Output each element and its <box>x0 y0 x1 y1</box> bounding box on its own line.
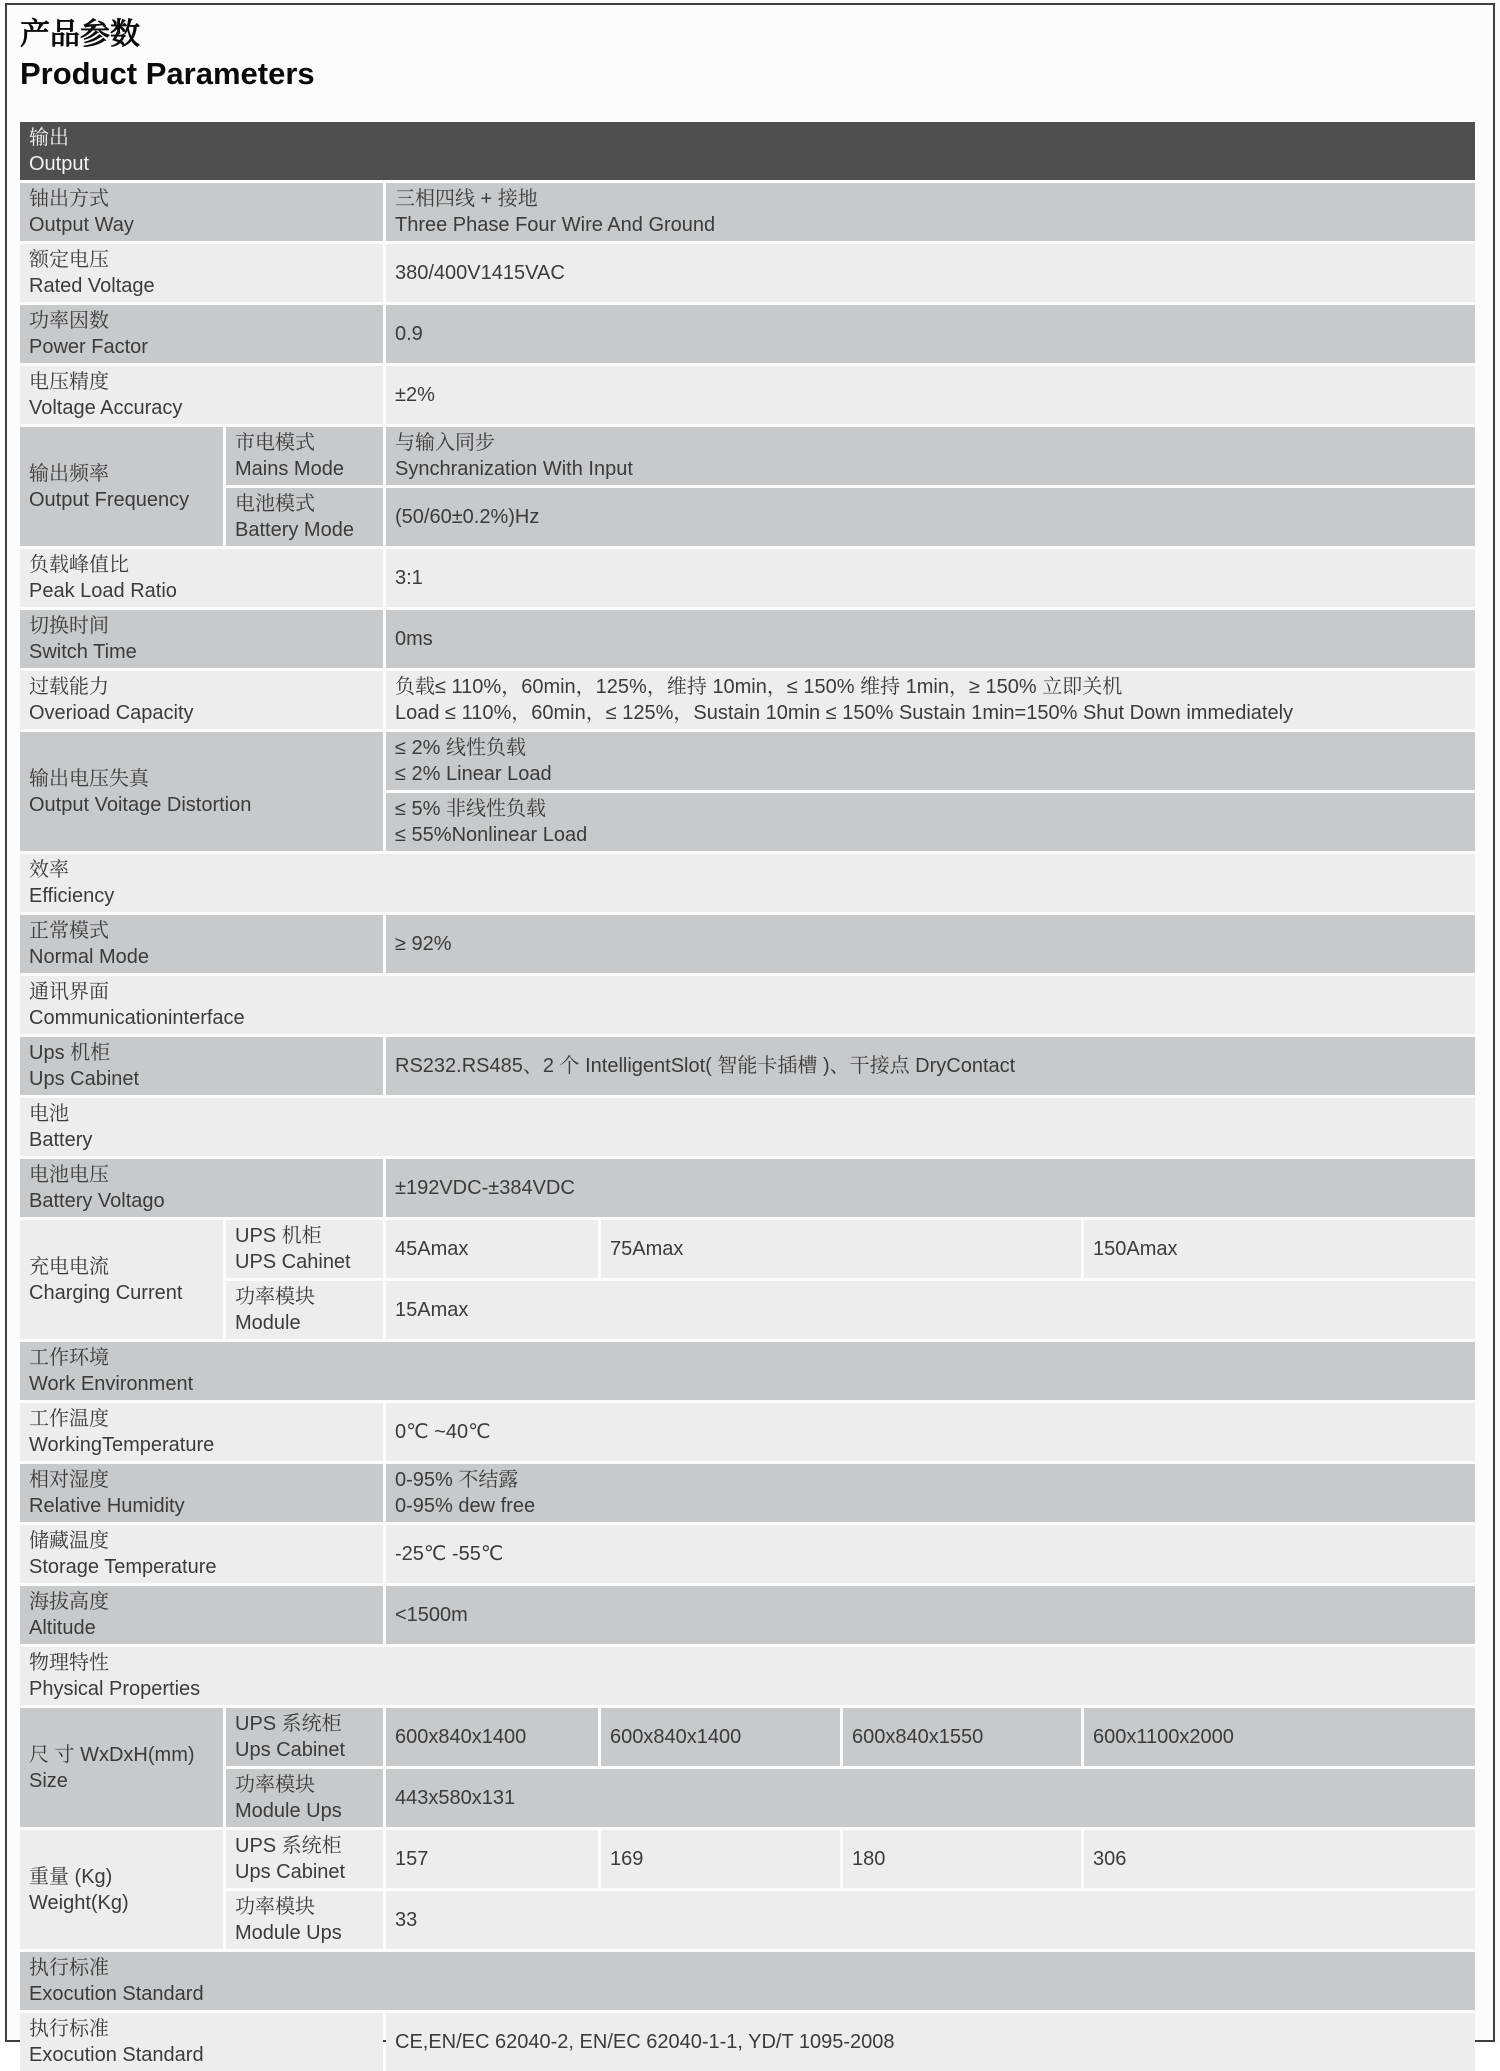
sub-label-mains-mode: 市电模式 Mains Mode <box>226 427 383 485</box>
value-cell: 306 <box>1084 1830 1475 1888</box>
sub-label-module: 功率模块 Module Ups <box>226 1891 383 1949</box>
row-label: 输出电压失真 Output Voitage Distortion <box>20 732 383 851</box>
section-row-communication-interface <box>20 976 1475 1034</box>
value-cell: 169 <box>601 1830 840 1888</box>
sub-value: 33 <box>386 1891 1475 1949</box>
row-label: 执行标准 Exocution Standard <box>20 2013 383 2071</box>
table-row-weight <box>20 1830 1475 1949</box>
value-cell: 600x840x1400 <box>386 1708 598 1766</box>
title-block <box>0 0 1500 94</box>
table-row-power-factor <box>20 305 1475 363</box>
section-cell: 通讯界面 Communicationinterface <box>20 976 1475 1034</box>
row-label: 充电电流 Charging Current <box>20 1220 223 1339</box>
table-row-overload-capacity <box>20 671 1475 729</box>
section-row-execution-standard <box>20 1952 1475 2010</box>
table-row-battery-voltage <box>20 1159 1475 1217</box>
section-title-zh: 输出 <box>29 127 69 149</box>
row-value: 380/400V1415VAC <box>386 244 1475 302</box>
row-label: 正常模式 Normal Mode <box>20 915 383 973</box>
table-row-ups-cabinet <box>20 1037 1475 1095</box>
value-cell: 600x840x1550 <box>843 1708 1081 1766</box>
row-value: 3:1 <box>386 549 1475 607</box>
row-value: 0℃ ~40℃ <box>386 1403 1475 1461</box>
sub-value-linear-load: ≤ 2% 线性负载 ≤ 2% Linear Load <box>386 732 1475 790</box>
sub-label-ups-system-cabinet: UPS 系统柜 Ups Cabinet <box>226 1830 383 1888</box>
row-value: 0.9 <box>386 305 1475 363</box>
row-value: -25℃ -55℃ <box>386 1525 1475 1583</box>
row-value: ±2% <box>386 366 1475 424</box>
table-row-altitude <box>20 1586 1475 1644</box>
row-label: Ups 机柜 Ups Cabinet <box>20 1037 383 1095</box>
row-label: 电压精度 Voltage Accuracy <box>20 366 383 424</box>
sub-label-module: 功率模块 Module <box>226 1281 383 1339</box>
row-label: 储藏温度 Storage Temperature <box>20 1525 383 1583</box>
sub-label-module: 功率模块 Module Ups <box>226 1769 383 1827</box>
row-value: <1500m <box>386 1586 1475 1644</box>
sub-value: 与输入同步 Synchranization With Input <box>386 427 1475 485</box>
section-row-work-environment <box>20 1342 1475 1400</box>
sub-label-ups-cabinet: UPS 机柜 UPS Cahinet <box>226 1220 383 1278</box>
table-row-size <box>20 1708 1475 1827</box>
sub-label-ups-system-cabinet: UPS 系统柜 Ups Cabinet <box>226 1708 383 1766</box>
section-cell: 工作环境 Work Environment <box>20 1342 1475 1400</box>
row-label: 额定电压 Rated Voltage <box>20 244 383 302</box>
row-label: 切换时间 Switch Time <box>20 610 383 668</box>
row-value: 负载≤ 110%，60min，125%，维持 10min，≤ 150% 维持 1min，≥ 150% 立即关机 Load ≤ 110%，60min，≤ 125%，Sustain 10min ≤ 150% Sustain 1min=150% Shut Down immediately <box>386 671 1475 729</box>
section-title-en: Output <box>29 153 90 175</box>
section-header-cell <box>20 122 1475 180</box>
section-row-battery <box>20 1098 1475 1156</box>
row-value: 三相四线 + 接地 Three Phase Four Wire And Ground <box>386 183 1475 241</box>
page-title-zh: 产品参数 <box>20 18 140 51</box>
table-row-rated-voltage <box>20 244 1475 302</box>
sub-value: 15Amax <box>386 1281 1475 1339</box>
row-label: 电池电压 Battery Voltago <box>20 1159 383 1217</box>
page-title-en: Product Parameters <box>20 56 315 91</box>
section-cell: 电池 Battery <box>20 1098 1475 1156</box>
table-row-voltage-accuracy <box>20 366 1475 424</box>
table-row-output-frequency <box>20 427 1475 546</box>
section-cell: 执行标准 Exocution Standard <box>20 1952 1475 2010</box>
value-cell: 45Amax <box>386 1220 598 1278</box>
row-label: 尺 寸 WxDxH(mm) Size <box>20 1708 223 1827</box>
value-cell: 150Amax <box>1084 1220 1475 1278</box>
row-value: ≥ 92% <box>386 915 1475 973</box>
table-row-relative-humidity <box>20 1464 1475 1522</box>
section-row-efficiency <box>20 854 1475 912</box>
value-cell: 75Amax <box>601 1220 1081 1278</box>
value-cell: 180 <box>843 1830 1081 1888</box>
row-label: 铀出方式 Output Way <box>20 183 383 241</box>
table-row-output-voltage-distortion <box>20 732 1475 851</box>
value-cell: 157 <box>386 1830 598 1888</box>
row-label: 过载能力 Overioad Capacity <box>20 671 383 729</box>
row-value: RS232.RS485、2 个 IntelligentSlot( 智能卡插槽 )、干接点 DryContact <box>386 1037 1475 1095</box>
sub-value: 443x580x131 <box>386 1769 1475 1827</box>
row-value: CE,EN/EC 62040-2, EN/EC 62040-1-1, YD/T 1095-2008 <box>386 2013 1475 2071</box>
table-row-switch-time <box>20 610 1475 668</box>
row-value: 0-95% 不结露 0-95% dew free <box>386 1464 1475 1522</box>
value-cell: 600x840x1400 <box>601 1708 840 1766</box>
table-row-peak-load-ratio <box>20 549 1475 607</box>
row-value: 0ms <box>386 610 1475 668</box>
row-label: 重量 (Kg) Weight(Kg) <box>20 1830 223 1949</box>
section-header-output <box>20 122 1475 180</box>
table-row-execution-standard <box>20 2013 1475 2071</box>
section-row-physical-properties <box>20 1647 1475 1705</box>
sub-value: (50/60±0.2%)Hz <box>386 488 1475 546</box>
sub-label-battery-mode: 电池模式 Battery Mode <box>226 488 383 546</box>
parameters-table <box>20 122 1475 2071</box>
row-label: 功率因数 Power Factor <box>20 305 383 363</box>
row-label: 输出频率 Output Frequency <box>20 427 223 546</box>
table-row-working-temperature <box>20 1403 1475 1461</box>
row-value: ±192VDC-±384VDC <box>386 1159 1475 1217</box>
table-row-storage-temperature <box>20 1525 1475 1583</box>
row-label: 海拔高度 Altitude <box>20 1586 383 1644</box>
table-row-normal-mode <box>20 915 1475 973</box>
table-row-output-way <box>20 183 1475 241</box>
row-label: 负载峰值比 Peak Load Ratio <box>20 549 383 607</box>
section-cell: 物理特性 Physical Properties <box>20 1647 1475 1705</box>
section-cell: 效率 Efficiency <box>20 854 1475 912</box>
sub-value-nonlinear-load: ≤ 5% 非线性负载 ≤ 55%Nonlinear Load <box>386 793 1475 851</box>
row-label: 相对湿度 Relative Humidity <box>20 1464 383 1522</box>
table-row-charging-current <box>20 1220 1475 1339</box>
value-cell: 600x1100x2000 <box>1084 1708 1475 1766</box>
row-label: 工作温度 WorkingTemperature <box>20 1403 383 1461</box>
